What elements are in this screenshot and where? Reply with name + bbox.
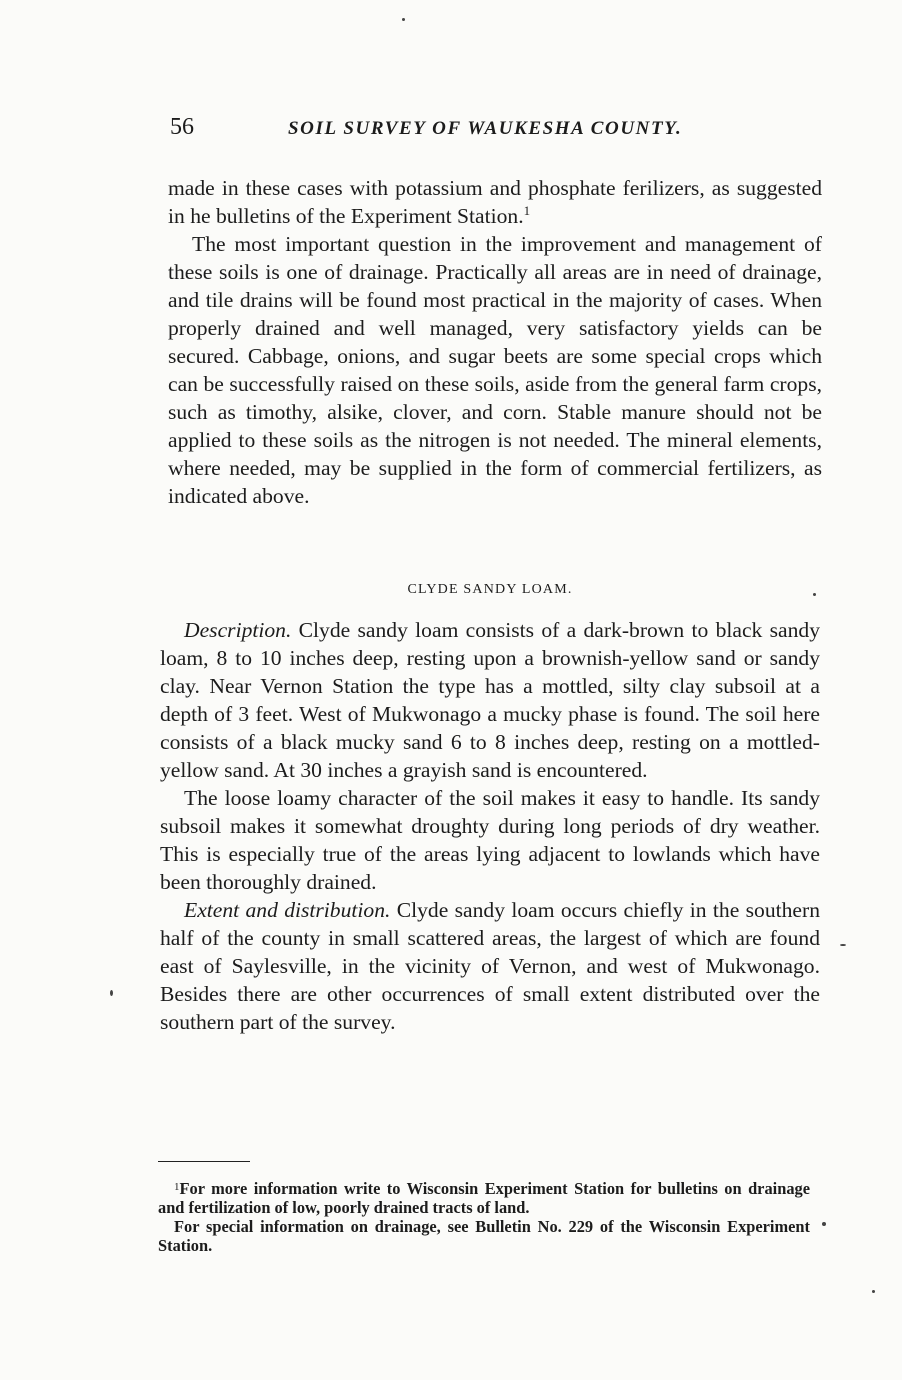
section-text-block bbox=[160, 616, 820, 1036]
page-header bbox=[170, 114, 810, 150]
paper-speck bbox=[110, 990, 113, 996]
footnote-mark: 1 bbox=[174, 1181, 180, 1193]
paper-speck bbox=[872, 1290, 875, 1293]
footnote-divider bbox=[158, 1161, 250, 1162]
paragraph-handling bbox=[160, 784, 820, 896]
section-heading: CLYDE SANDY LOAM. bbox=[407, 582, 573, 597]
paragraph-extent bbox=[160, 896, 820, 1036]
footnote-text: For more information write to Wisconsin Experiment Station for bulletins on drainage and fertilization of low, poorly drained tracts of land. bbox=[158, 1179, 810, 1217]
running-title: SOIL SURVEY OF WAUKESHA COUNTY. bbox=[288, 118, 683, 139]
paper-speck bbox=[840, 944, 846, 946]
paper-speck bbox=[402, 18, 405, 21]
paragraph-text: The loose loamy character of the soil makes it easy to handle. Its sandy subsoil makes it somewhat droughty during long periods of dry weather. This is especially true of the areas lying adjacent to lowlands which have been thoroughly drained. bbox=[160, 786, 820, 894]
paragraph-continued bbox=[168, 174, 822, 230]
paragraph-text: Clyde sandy loam occurs chiefly in the southern half of the county in small scattered areas, the largest of which are found east of Saylesville, in the vicinity of Vernon, and west of Mukwonago. Besides there are other occurrences of small extent distributed over the southern part of the survey. bbox=[160, 898, 820, 1034]
footnote-text: For special information on drainage, see Bulletin No. 229 of the Wisconsin Experiment Station. bbox=[158, 1217, 810, 1255]
run-in-heading: Description. bbox=[184, 618, 292, 642]
continued-text-block bbox=[168, 174, 822, 510]
page-number: 56 bbox=[170, 114, 194, 140]
paragraph-description bbox=[160, 616, 820, 784]
footnote-2 bbox=[158, 1217, 810, 1255]
paragraph-text: The most important question in the improvement and management of these soils is one of drainage. Practically all areas are in need of drainage, and tile drains will be found most practical in the majority of cases. When properly drained and well managed, very satisfactory yields can be secured. Cabbage, onions, and sugar beets are some special crops which can be successfully raised on these soils, aside from the general farm crops, such as timothy, alsike, clover, and corn. Stable manure should not be applied to these soils as the nitrogen is not needed. The mineral elements, where needed, may be supplied in the form of commercial fertilizers, as indicated above. bbox=[168, 232, 822, 508]
paragraph-text: Clyde sandy loam consists of a dark-brown to black sandy loam, 8 to 10 inches deep, resting upon a brownish-yellow sand or sandy clay. Near Vernon Station the type has a mottled, silty clay subsoil at a depth of 3 feet. West of Mukwonago a mucky phase is found. The soil here consists of a black mucky sand 6 to 8 inches deep, resting on a mottled-yellow sand. At 30 inches a grayish sand is encountered. bbox=[160, 618, 820, 782]
paper-speck bbox=[822, 1222, 826, 1226]
footnote-1 bbox=[158, 1178, 810, 1217]
run-in-heading: Extent and distribution. bbox=[184, 898, 391, 922]
footnote-reference: 1 bbox=[523, 202, 531, 218]
paper-speck bbox=[813, 593, 816, 596]
footnotes bbox=[158, 1178, 810, 1255]
paragraph-drainage bbox=[168, 230, 822, 510]
paragraph-text: made in these cases with potassium and phosphate ferilizers, as suggested in he bulletins of the Experiment Station. bbox=[168, 176, 822, 228]
